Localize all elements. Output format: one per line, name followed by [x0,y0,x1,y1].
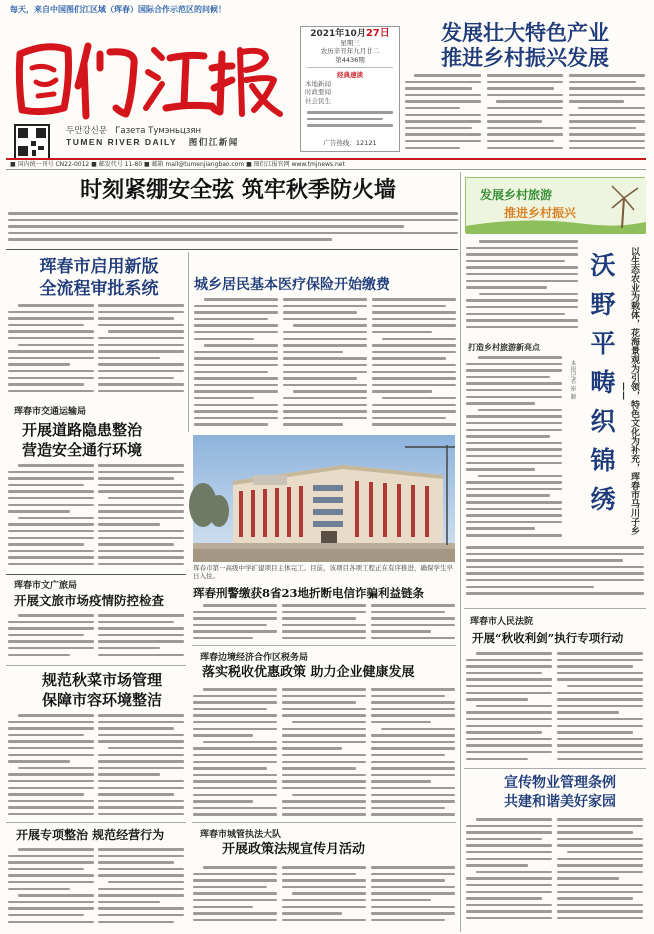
article-6-title[interactable]: 落实税收优惠政策 助力企业健康发展 [202,665,415,680]
datebox-text [307,111,393,135]
article-8-body-col1 [8,848,94,930]
article-5-title[interactable]: 珲春刑警缴获8省23地折断电信诈骗利益链条 [193,586,425,600]
ad-line-1: 本地新闻 [305,79,331,88]
feature-body-col1 [466,356,562,542]
section-rule [6,249,458,250]
article-6-body-col2 [282,688,366,820]
article-6-kicker: 珲春边境经济合作区税务局 [200,653,309,663]
feature-banner[interactable] [465,177,645,233]
masthead-slogan: 每天，来自中国图们江区域（珲春）国际合作示范区的问候！ [10,5,226,14]
article-6-body-col1 [193,688,277,820]
article-3-kicker: 珲春市交通运输局 [14,407,87,417]
ad-line-3: 社会民生 [305,96,331,105]
feature-body-wide [466,546,644,602]
article-10-body-col2 [557,652,643,764]
article-4-kicker: 珲春市文广旅局 [14,581,78,591]
article-3-body-col1 [8,464,94,570]
photo-caption: 珲春市第一高级中学扩建项目主体完工。目前，该项目各项工程正在有序推进，确保学生早日入住。 [193,564,453,580]
article-9-body-col2 [282,866,366,930]
name-chinese-small: 图们江新闻 [188,137,239,147]
name-english: TUMEN RIVER DAILY [66,137,178,147]
article-11-title[interactable]: 宣传物业管理条例 共建和谐美好家园 [504,775,616,810]
lunar-date: 农历辛丑年九月廿二 [320,47,380,55]
article-7-body-col2 [98,714,184,818]
article-7-title[interactable]: 规范秋菜市场管理 保障市容环境整洁 [41,671,162,709]
article-11-body-col2 [557,818,643,930]
banner-line-2: 推进乡村振兴 [504,206,577,220]
info-bar: ■ 国内统一刊号 CN22-0012 ■ 邮发代号 11-80 ■ 邮箱 mail@tumenjiangbao.com ■ 图们江报官网 www.tmjnews.net [6,158,646,170]
article-10-kicker: 珲春市人民法院 [470,617,534,627]
article-8-title[interactable]: 开展专项整治 规范经营行为 [16,828,165,842]
column-divider [460,172,461,932]
name-korean: 두만강신문 [66,126,108,136]
ad-label: 经典速读 [337,71,363,79]
article-1-body-col2 [98,304,184,396]
article-7-body-col1 [8,714,94,818]
article-3-title[interactable]: 开展道路隐患整治 营造安全通行环境 [22,421,143,459]
article-8-body-col2 [98,848,184,930]
weekday: 星期三 [340,38,360,47]
feature-section-label: 打造乡村旅游新亮点 [468,343,540,352]
article-1-body-col1 [8,304,94,396]
top-story-body [405,74,645,154]
feature-intro-body [466,240,578,336]
building-photo [193,435,455,562]
name-russian: Газета Тумэньцзян [115,126,202,136]
article-4-body-col1 [8,614,94,662]
article-2-body-col3 [372,298,456,430]
section-rule [464,608,646,609]
section-rule [192,645,456,646]
newspaper-logo [8,24,288,124]
article-4-title[interactable]: 开展文旅市场疫情防控检查 [14,593,165,608]
ad-line-2: 时政要闻 [305,88,331,96]
qr-code[interactable] [14,124,50,160]
issue-date: 2021年10月27日 [310,28,390,39]
article-5-body-col1 [193,604,277,644]
main-headline[interactable]: 时刻紧绷安全弦 筑牢秋季防火墙 [80,177,396,203]
article-2-body-col1 [194,298,278,430]
article-10-body-col1 [466,652,552,764]
feature-vertical-headline[interactable]: 沃野平畴织锦绣 [590,251,616,514]
main-story-body [8,212,458,246]
article-5-body-col3 [371,604,455,644]
news-photo[interactable] [193,435,455,562]
banner-line-1: 发展乡村旅游 [480,188,553,202]
ad-phone: 广告热线：12121 [323,138,377,147]
paper-names [66,126,296,148]
section-rule [6,822,186,823]
column-divider [188,252,189,432]
feature-byline: 本报记者 崔 颖 [569,360,576,400]
section-rule [6,665,186,666]
issue-number: 第4436期 [335,55,365,64]
article-6-body-col3 [371,688,455,820]
article-11-body-col1 [466,818,552,930]
logo-calligraphy [8,24,288,124]
article-2-body-col2 [283,298,367,430]
article-9-kicker: 珲春市城管执法大队 [200,830,282,840]
article-5-body-col2 [282,604,366,644]
article-9-body-col3 [371,866,455,930]
section-rule [464,768,646,769]
feature-vertical-subtitle: 以生态农业为载体，花海景观为引领，特色文化为补充，珲春市马川子乡—— [618,247,639,535]
section-rule [192,822,456,823]
article-9-title[interactable]: 开展政策法规宣传月活动 [222,842,366,857]
article-4-body-col2 [98,614,184,662]
article-10-title[interactable]: 开展“秋收利剑”执行专项行动 [472,631,624,645]
article-1-title[interactable]: 珲春市启用新版 全流程审批系统 [39,257,159,299]
article-3-body-col2 [98,464,184,570]
article-2-title[interactable]: 城乡居民基本医疗保险开始缴费 [194,277,390,293]
top-story-headline[interactable]: 发展壮大特色产业 推进乡村振兴发展 [441,20,609,70]
section-rule [6,574,186,575]
date-box [300,26,400,152]
article-9-body-col1 [193,866,277,930]
